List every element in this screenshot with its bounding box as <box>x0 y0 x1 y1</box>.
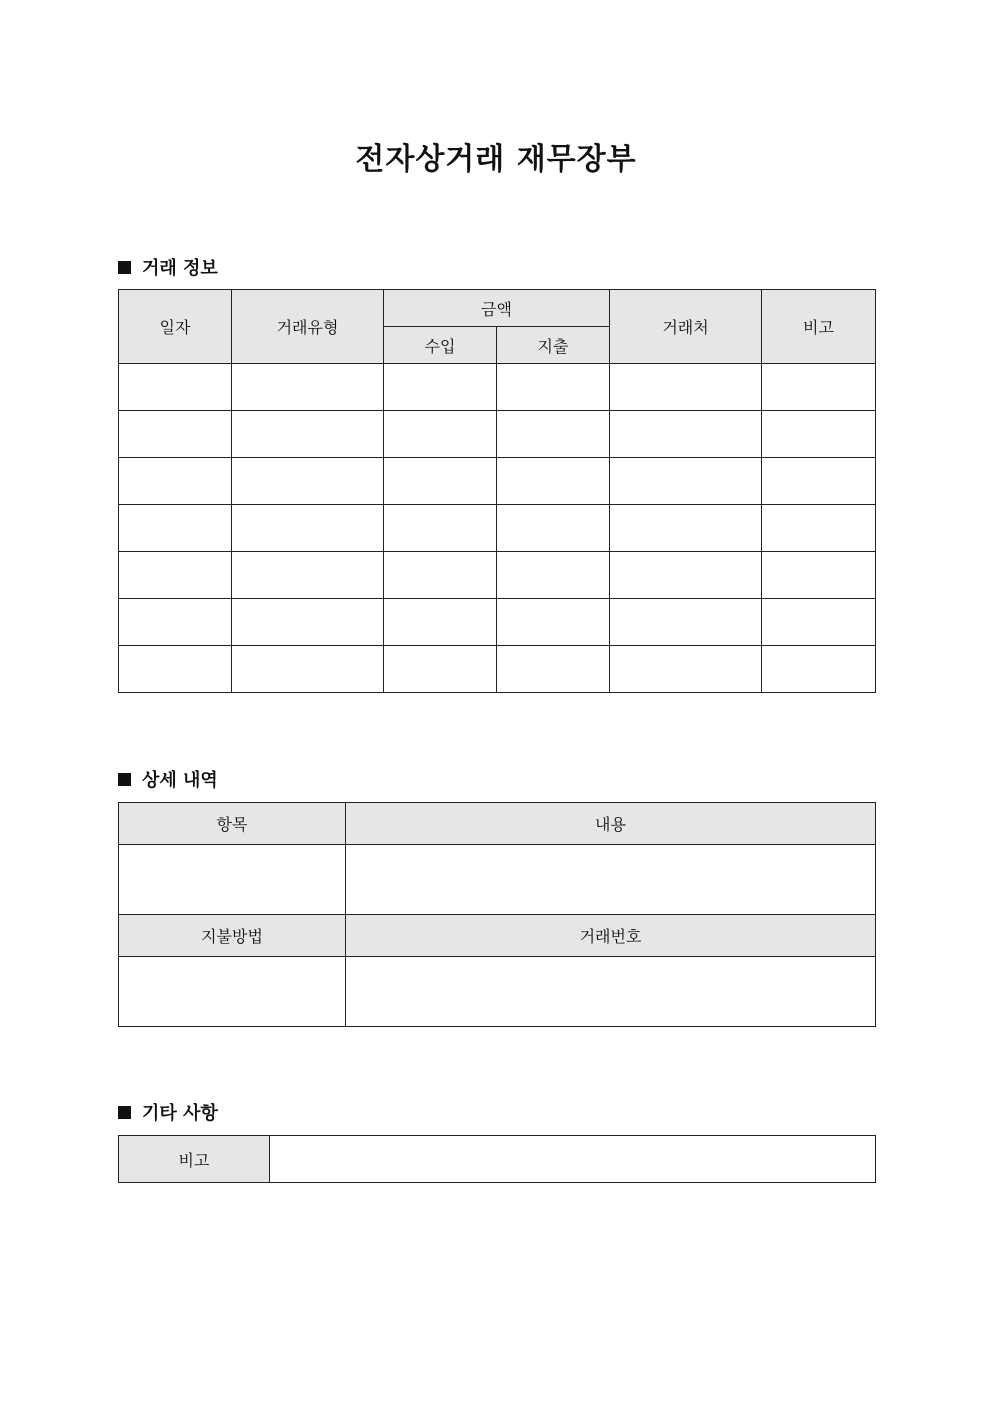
expense-cell[interactable] <box>497 411 610 458</box>
expense-cell[interactable] <box>497 646 610 693</box>
income-cell[interactable] <box>384 364 497 411</box>
section-heading-transactions <box>118 254 218 280</box>
content-field[interactable] <box>346 845 876 915</box>
date-cell[interactable] <box>119 458 232 505</box>
expense-cell[interactable] <box>497 458 610 505</box>
income-cell[interactable] <box>384 646 497 693</box>
partner-cell[interactable] <box>610 411 762 458</box>
transactions-table <box>118 289 876 693</box>
square-bullet-icon <box>118 773 131 786</box>
type-cell[interactable] <box>232 505 384 552</box>
note-field[interactable] <box>270 1136 876 1183</box>
other-notes-table <box>118 1135 876 1183</box>
expense-cell[interactable] <box>497 599 610 646</box>
table-row <box>119 364 876 411</box>
column-header-note: 비고 <box>762 290 876 364</box>
transaction-number-label: 거래번호 <box>346 915 876 957</box>
column-header-partner: 거래처 <box>610 290 762 364</box>
partner-cell[interactable] <box>610 552 762 599</box>
note-cell[interactable] <box>762 458 876 505</box>
table-row <box>119 845 876 915</box>
income-cell[interactable] <box>384 411 497 458</box>
table-row <box>119 599 876 646</box>
table-header-row <box>119 803 876 845</box>
transactions-table-body <box>119 364 876 693</box>
partner-cell[interactable] <box>610 458 762 505</box>
table-row <box>119 957 876 1027</box>
table-row <box>119 1136 876 1183</box>
partner-cell[interactable] <box>610 364 762 411</box>
section-heading-label: 상세 내역 <box>142 770 218 791</box>
date-cell[interactable] <box>119 364 232 411</box>
note-label: 비고 <box>119 1136 270 1183</box>
table-row <box>119 411 876 458</box>
income-cell[interactable] <box>384 599 497 646</box>
item-field[interactable] <box>119 845 346 915</box>
table-header-row <box>119 915 876 957</box>
income-cell[interactable] <box>384 552 497 599</box>
type-cell[interactable] <box>232 364 384 411</box>
income-cell[interactable] <box>384 505 497 552</box>
section-heading-label: 거래 정보 <box>142 258 218 279</box>
table-row <box>119 552 876 599</box>
content-label: 내용 <box>346 803 876 845</box>
note-cell[interactable] <box>762 599 876 646</box>
type-cell[interactable] <box>232 599 384 646</box>
type-cell[interactable] <box>232 552 384 599</box>
table-header-row <box>119 290 876 327</box>
table-row <box>119 505 876 552</box>
expense-cell[interactable] <box>497 552 610 599</box>
date-cell[interactable] <box>119 505 232 552</box>
payment-method-label: 지불방법 <box>119 915 346 957</box>
note-cell[interactable] <box>762 646 876 693</box>
column-header-expense: 지출 <box>497 327 610 364</box>
note-cell[interactable] <box>762 505 876 552</box>
item-label: 항목 <box>119 803 346 845</box>
details-table <box>118 802 876 1027</box>
date-cell[interactable] <box>119 411 232 458</box>
type-cell[interactable] <box>232 646 384 693</box>
page-title: 전자상거래 재무장부 <box>355 142 637 177</box>
partner-cell[interactable] <box>610 599 762 646</box>
payment-method-field[interactable] <box>119 957 346 1027</box>
note-cell[interactable] <box>762 552 876 599</box>
income-cell[interactable] <box>384 458 497 505</box>
column-header-amount: 금액 <box>384 290 610 327</box>
expense-cell[interactable] <box>497 505 610 552</box>
section-heading-other <box>118 1099 218 1125</box>
column-header-date: 일자 <box>119 290 232 364</box>
date-cell[interactable] <box>119 646 232 693</box>
type-cell[interactable] <box>232 411 384 458</box>
square-bullet-icon <box>118 1106 131 1119</box>
date-cell[interactable] <box>119 599 232 646</box>
date-cell[interactable] <box>119 552 232 599</box>
table-row <box>119 458 876 505</box>
column-header-type: 거래유형 <box>232 290 384 364</box>
partner-cell[interactable] <box>610 505 762 552</box>
column-header-income: 수입 <box>384 327 497 364</box>
section-heading-details <box>118 766 218 792</box>
note-cell[interactable] <box>762 364 876 411</box>
expense-cell[interactable] <box>497 364 610 411</box>
transaction-number-field[interactable] <box>346 957 876 1027</box>
partner-cell[interactable] <box>610 646 762 693</box>
type-cell[interactable] <box>232 458 384 505</box>
table-row <box>119 646 876 693</box>
note-cell[interactable] <box>762 411 876 458</box>
section-heading-label: 기타 사항 <box>142 1103 218 1124</box>
square-bullet-icon <box>118 261 131 274</box>
